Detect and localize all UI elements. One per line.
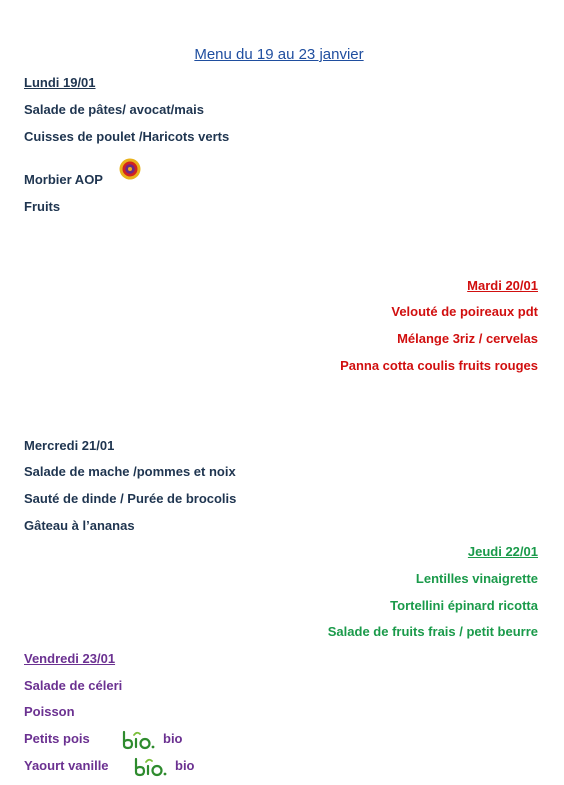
menu-item-tuesday-3: Panna cotta coulis fruits rouges [340,358,538,373]
bio-label-1: bio [163,731,183,746]
aop-seal-icon [119,158,141,180]
menu-item-thursday-2: Tortellini épinard ricotta [390,598,538,613]
menu-item-wednesday-1: Salade de mache /pommes et noix [24,464,236,479]
menu-item-wednesday-2: Sauté de dinde / Purée de brocolis [24,491,237,506]
menu-item-wednesday-3: Gâteau à l’ananas [24,518,135,533]
menu-item-friday-4: Yaourt vanille [24,758,109,773]
bio-logo-icon [121,728,157,750]
menu-item-friday-1: Salade de céleri [24,678,123,693]
menu-item-monday-3: Morbier AOP [24,172,103,187]
menu-item-tuesday-1: Velouté de poireaux pdt [391,304,538,319]
bio-label-2: bio [175,758,195,773]
menu-item-friday-3: Petits pois [24,731,90,746]
menu-item-thursday-3: Salade de fruits frais / petit beurre [327,624,538,639]
day-heading-tuesday: Mardi 20/01 [467,278,538,293]
menu-item-monday-2: Cuisses de poulet /Haricots verts [24,129,230,144]
menu-item-tuesday-2: Mélange 3riz / cervelas [397,331,538,346]
bio-logo-icon [133,755,169,777]
day-heading-friday: Vendredi 23/01 [24,651,116,666]
menu-item-friday-2: Poisson [24,704,75,719]
page-title: Menu du 19 au 23 janvier [194,46,364,63]
menu-item-monday-4: Fruits [24,199,61,214]
day-heading-wednesday: Mercredi 21/01 [24,438,115,453]
day-heading-monday: Lundi 19/01 [24,75,96,90]
day-heading-thursday: Jeudi 22/01 [467,544,538,559]
menu-item-thursday-1: Lentilles vinaigrette [415,571,538,586]
menu-item-monday-1: Salade de pâtes/ avocat/mais [24,102,204,117]
